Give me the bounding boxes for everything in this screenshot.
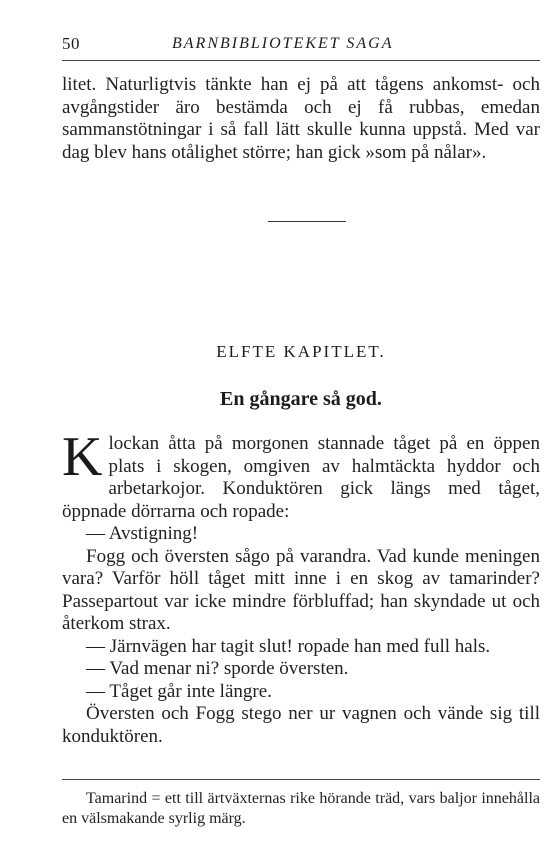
chapter-heading: ELFTE KAPITLET.	[216, 342, 386, 361]
paragraph-3: — Järnvägen har tagit slut! ropade han med full hals.	[86, 635, 491, 657]
footnote: Tamarind = ett till ärtväxternas rike hörande träd, vars baljor innehålla en välsmakande syrlig märg.	[62, 790, 540, 827]
paragraph-2: Fogg och översten sågo på varandra. Vad kunde meningen vara? Varför höll tåget mitt inne i en skog av tamarinder? Passepartout var icke mindre förbluffad; han skyndade ut och återkom strax.	[62, 545, 540, 634]
chapter-title: En gångare så god.	[220, 388, 382, 410]
paragraph-6: Översten och Fogg stego ner ur vagnen och vände sig till konduktören.	[62, 703, 540, 747]
section-separator	[268, 221, 346, 222]
paragraph-5: — Tåget går inte längre.	[86, 680, 272, 702]
page-header	[62, 30, 540, 56]
footnote-rule	[62, 779, 540, 780]
drop-cap: K	[62, 426, 103, 488]
running-title: BARNBIBLIOTEKET SAGA	[172, 35, 394, 52]
intro-paragraph: litet. Naturligtvis tänkte han ej på att tågens ankomst- och avgångstider äro bestämda och ej få rubbas, emedan sammanstötningar i så fall lätt skulle kunna uppstå. Med var dag blev hans otålighet större; han gick »som på nålar».	[62, 74, 540, 163]
paragraph-4: — Vad menar ni? sporde översten.	[86, 658, 349, 679]
first-paragraph	[62, 426, 540, 523]
chapter-body	[62, 426, 540, 748]
intro-text	[62, 74, 540, 164]
paragraph-1: — Avstigning!	[86, 523, 199, 544]
first-paragraph-text: lockan åtta på morgonen stannade tåget på en öppen plats i skogen, omgiven av halmtäckta hyddor och arbetarkojor. Konduktören gick längs med tåget, öppnade dörrarna och ropade:	[62, 433, 540, 522]
header-rule	[62, 60, 540, 61]
page-number: 50	[62, 34, 80, 53]
